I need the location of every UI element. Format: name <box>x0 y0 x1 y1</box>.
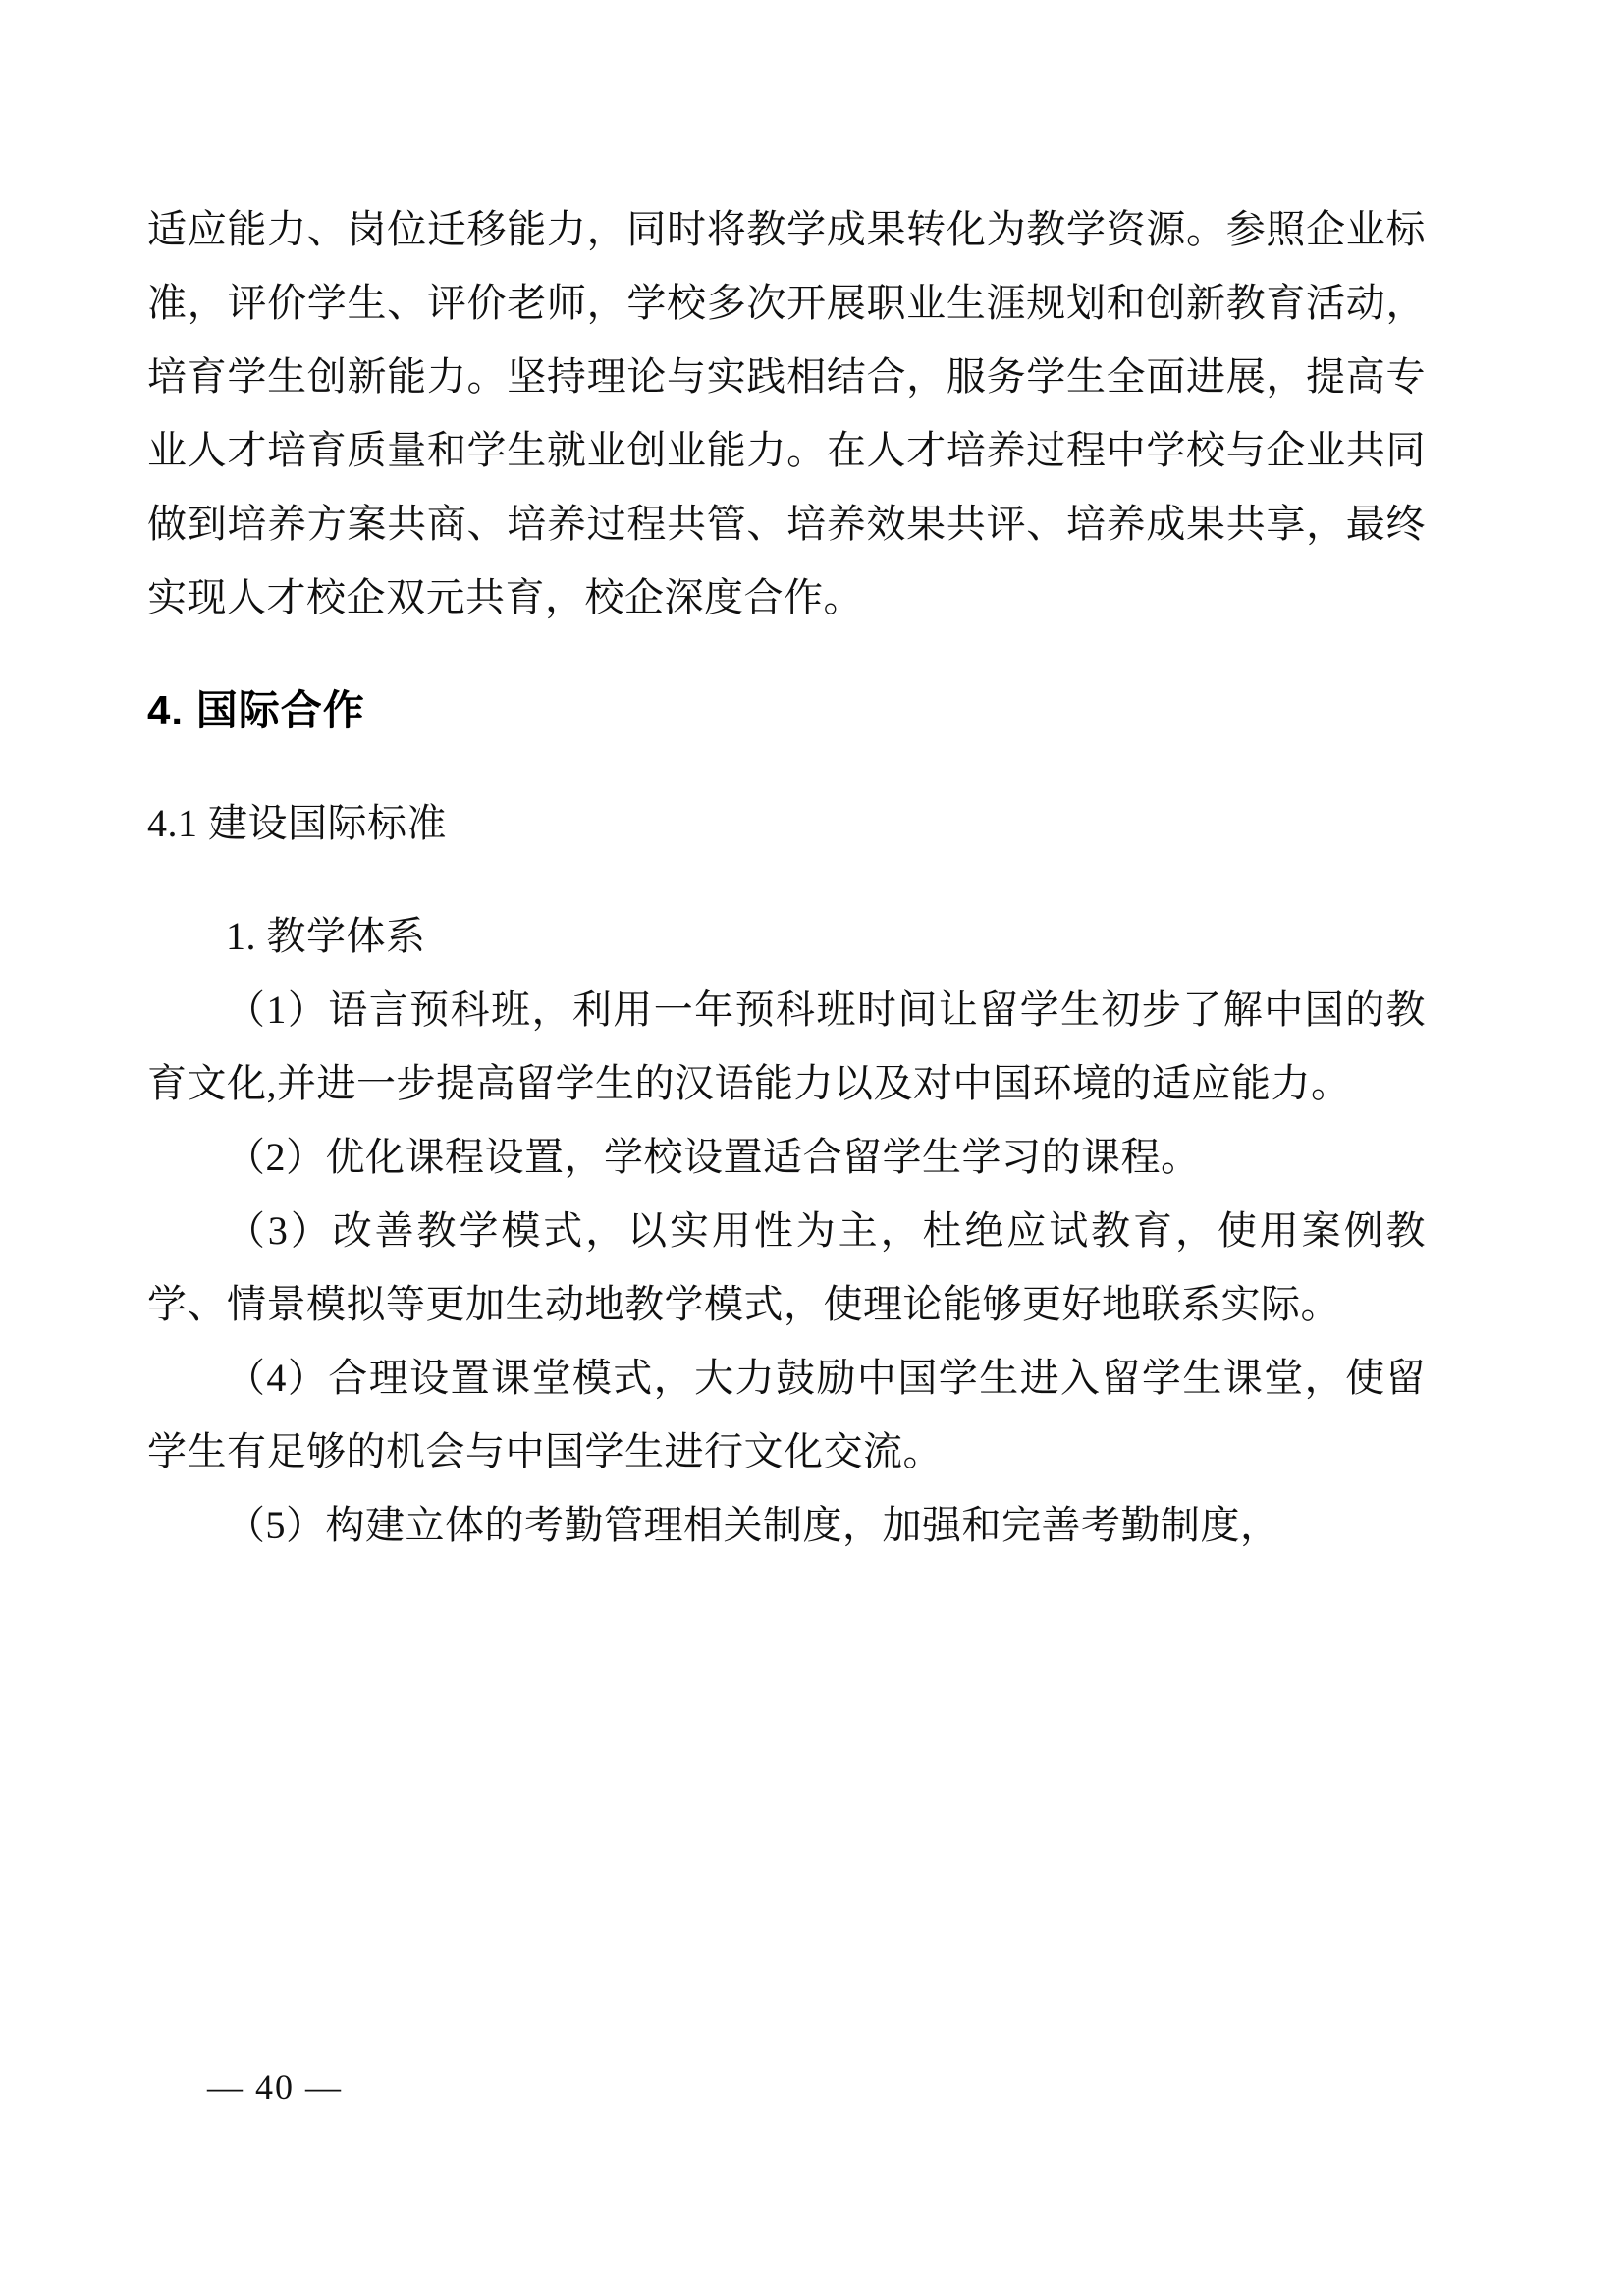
paragraph-continuation: 适应能力、岗位迁移能力，同时将教学成果转化为教学资源。参照企业标准，评价学生、评价老师，学校多次开展职业生涯规划和创新教育活动，培育学生创新能力。坚持理论与实践相结合，服务学生全面进展，提高专业人才培育质量和学生就业创业能力。在人才培养过程中学校与企业共同做到培养方案共商、培养过程共管、培养效果共评、培养成果共享，最终实现人才校企双元共育，校企深度合作。 <box>147 207 1426 619</box>
item-heading-teaching-system: 1. 教学体系 <box>226 914 426 958</box>
page-number-footer: — 40 — <box>207 2067 343 2107</box>
list-item: （1）语言预科班，利用一年预科班时间让留学生初步了解中国的教育文化,并进一步提高留学生的汉语能力以及对中国环境的适应能力。 <box>147 988 1426 1105</box>
spacer-after-sub-heading <box>147 860 1426 899</box>
list-item: （3）改善教学模式，以实用性为主，杜绝应试教育，使用案例教学、情景模拟等更加生动地教学模式，使理论能够更好地联系实际。 <box>147 1208 1426 1326</box>
list-item: （2）优化课程设置，学校设置适合留学生学习的课程。 <box>226 1135 1201 1179</box>
spacer-after-section-heading <box>147 747 1426 786</box>
spacer-before-section-heading <box>147 634 1426 673</box>
list-item: （4）合理设置课堂模式，大力鼓励中国学生进入留学生课堂，使留学生有足够的机会与中国学生进行文化交流。 <box>147 1356 1426 1473</box>
list-item: （5）构建立体的考勤管理相关制度，加强和完善考勤制度， <box>226 1503 1280 1547</box>
section-heading-international-cooperation: 4. 国际合作 <box>147 687 365 733</box>
sub-heading-build-international-standards: 4.1 建设国际标准 <box>147 801 447 845</box>
page-content-column <box>147 192 1426 1562</box>
